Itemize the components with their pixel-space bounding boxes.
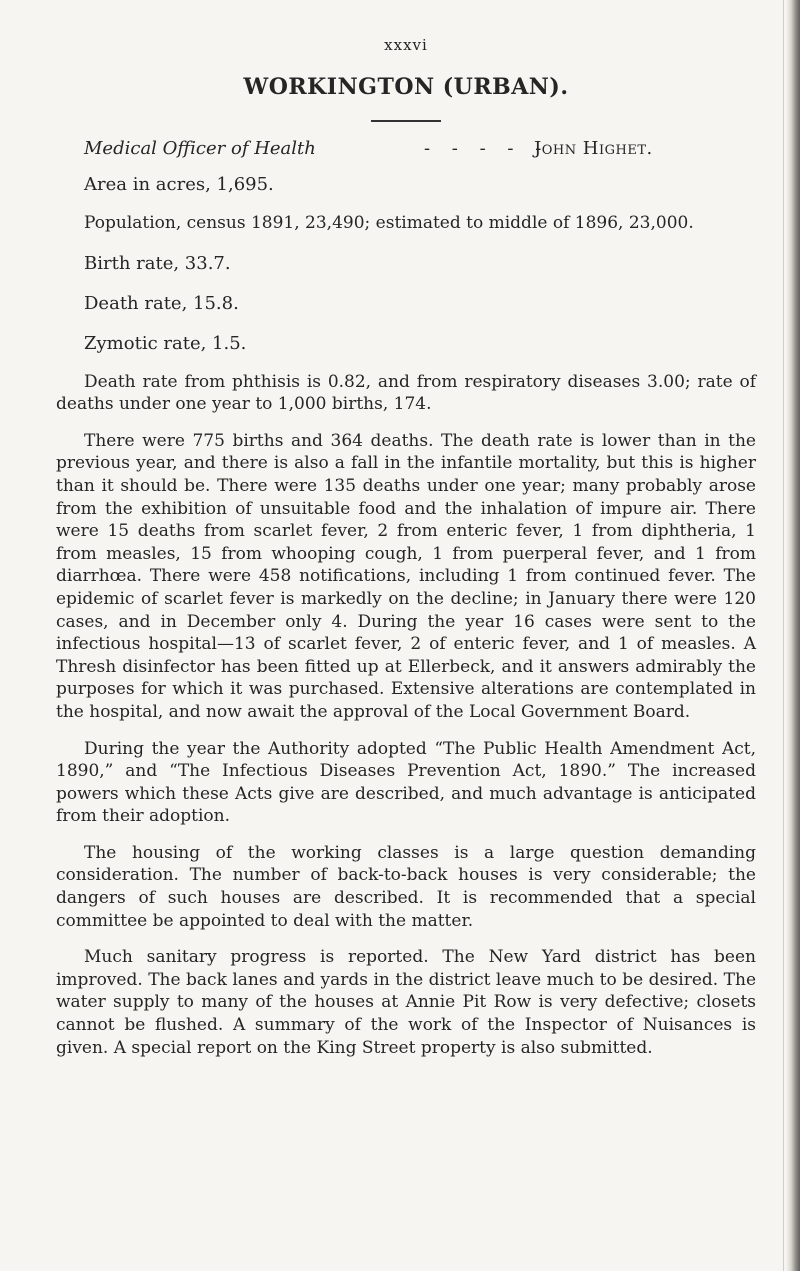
birth-rate-stat: Birth rate, 33.7. (84, 252, 231, 274)
paragraph-sanitary-progress: Much sanitary progress is reported. The New Yard district has been improved. The back lanes and yards in the district leave much to be desired. The water supply to many of the houses at Annie Pit Row is very defective; closets cannot be flushed. A summary of the work of the Inspector of Nuisances is given. A special report on the King Street property is also submitted. (56, 947, 756, 1058)
paragraph-phthisis: Death rate from phthisis is 0.82, and from respiratory diseases 3.00; rate of deaths under one year to 1,000 births, 174. (56, 371, 756, 415)
page-title: WORKINGTON (URBAN). (243, 74, 569, 100)
death-rate-stat: Death rate, 15.8. (84, 292, 239, 314)
medical-officer-label: Medical Officer of Health (84, 138, 316, 159)
medical-officer-name: John Highet. (534, 138, 653, 159)
page-number: xxxvi (384, 36, 428, 54)
page-edge-shadow-line (783, 0, 784, 1271)
title-divider (371, 120, 441, 122)
population-stat: Population, census 1891, 23,490; estimated to middle of 1896, 23,000. (84, 213, 694, 233)
paragraph-acts-adopted: During the year the Authority adopted “The Public Health Amendment Act, 1890,” and “The Infectious Diseases Prevention Act, 1890.” The increased powers which these Acts give are described, and much advantage is anticipated from their adoption. (56, 738, 756, 827)
document-page (56, 36, 756, 1073)
leader-dashes: - - - - - (424, 138, 550, 159)
page-binding-edge (786, 0, 800, 1271)
medical-officer-line (84, 136, 756, 162)
paragraph-housing: The housing of the working classes is a large question demanding consideration. The number of back-to-back houses is very considerable; the dangers of such houses are described. It is recommended that a special committee be appointed to deal with the matter. (56, 842, 756, 931)
zymotic-rate-stat: Zymotic rate, 1.5. (84, 332, 247, 354)
area-stat: Area in acres, 1,695. (84, 174, 274, 195)
paragraph-births-deaths: There were 775 births and 364 deaths. The death rate is lower than in the previous year, and there is also a fall in the infantile mortality, but this is higher than it should be. There were 135 deaths under one year; many probably arose from the exhibition of unsuitable food and the inhalation of impure air. There were 15 deaths from scarlet fever, 2 from enteric fever, 1 from diphtheria, 1 from measles, 15 from whooping cough, 1 from puerperal fever, and 1 from diarrhœa. There were 458 notifications, including 1 from continued fever. The epidemic of scarlet fever is markedly on the decline; in January there were 120 cases, and in December only 4. During the year 16 cases were sent to the infectious hospital—13 of scarlet fever, 2 of enteric fever, and 1 of measles. A Thresh disinfector has been fitted up at Ellerbeck, and it answers admirably the purposes for which it was purchased. Extensive alterations are contemplated in the hospital, and now await the approval of the Local Government Board. (56, 430, 756, 722)
